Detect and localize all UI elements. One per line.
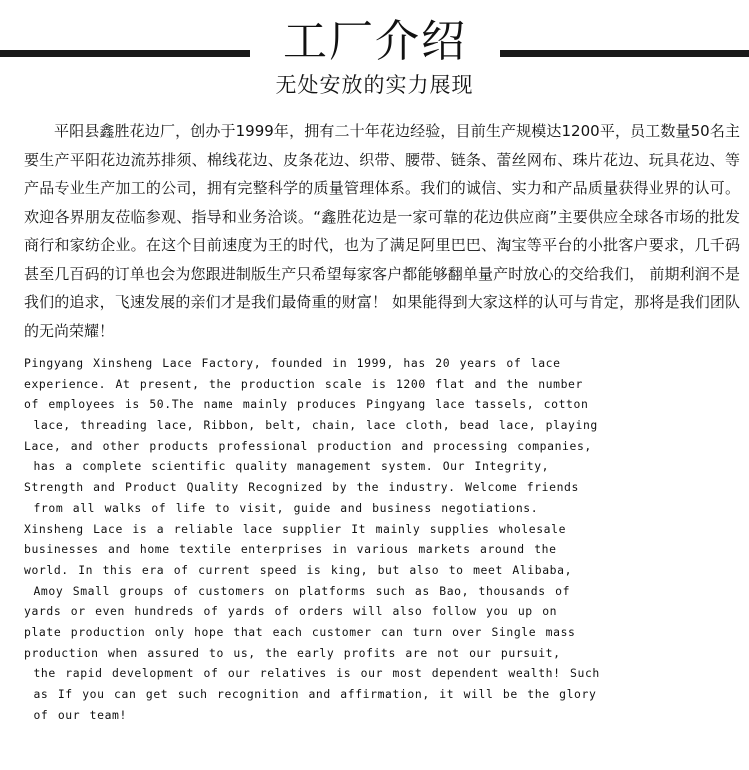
english-text-line: as If you can get such recognition and affirmation, it will be the glory	[24, 687, 597, 701]
english-text-line: businesses and home textile enterprises in various markets around the	[24, 542, 557, 557]
english-text-line: Pingyang Xinsheng Lace Factory, founded in 1999, has 20 years of lace	[24, 356, 561, 370]
title-rule-right	[500, 50, 749, 57]
english-text-line: plate production only hope that each customer can turn over Single mass	[24, 624, 576, 639]
english-text-line: Xinsheng Lace is a reliable lace supplier It mainly supplies wholesale	[24, 521, 567, 536]
title-row	[0, 14, 749, 70]
english-text-line: of employees is 50.The name mainly produces Pingyang lace tassels, cotton	[24, 397, 589, 412]
english-text-line: of our team!	[24, 707, 127, 722]
page-subtitle: 无处安放的实力展现	[275, 73, 474, 97]
english-text-line: experience. At present, the production scale is 1200 flat and the number	[24, 376, 583, 391]
english-text-line: the rapid development of our relatives is our most dependent wealth! Such	[24, 666, 600, 681]
page-title: 工厂介绍	[283, 16, 467, 67]
english-text-line: world. In this era of current speed is king, but also to meet Alibaba,	[24, 562, 573, 577]
english-text-line: Amoy Small groups of customers on platforms such as Bao, thousands of	[24, 583, 571, 598]
english-text-line: has a complete scientific quality management system. Our Integrity,	[24, 459, 550, 474]
english-text-line: Strength and Product Quality Recognized by the industry. Welcome friends	[24, 480, 579, 495]
english-text-line: lace, threading lace, Ribbon, belt, chain, lace cloth, bead lace, playing	[24, 418, 598, 433]
english-text-line: Lace, and other products professional production and processing companies,	[24, 438, 592, 453]
intro-paragraph-english	[24, 353, 744, 725]
english-text-line: from all walks of life to visit, guide and business negotiations.	[24, 500, 539, 515]
english-text-line: production when assured to us, the early profits are not our pursuit,	[24, 645, 561, 660]
english-text-line: yards or even hundreds of yards of orders will also follow you up on	[24, 604, 558, 619]
title-rule-left	[0, 50, 250, 57]
intro-paragraph-chinese: 平阳县鑫胜花边厂，创办于1999年，拥有二十年花边经验，目前生产规模达1200平，员工数量50名主要生产平阳花边流苏排须、棉线花边、皮条花边、织带、腰带、链条、蕾丝网布、珠片花边、玩具花边、等产品专业生产加工的公司，拥有完整科学的质量管理体系。我们的诚信、实力和产品质量获得业界的认可。欢迎各界朋友莅临参观、指导和业务洽谈。“鑫胜花边是一家可靠的花边供应商”主要供应全球各市场的批发商行和家纺企业。在这个目前速度为王的时代，也为了满足阿里巴巴、淘宝等平台的小批客户要求，几千码甚至几百码的订单也会为您跟进制版生产只希望每家客户都能够翻单量产时放心的交给我们， 前期利润不是我们的追求，飞速发展的亲们才是我们最倚重的财富！ 如果能得到大家这样的认可与肯定，那将是我们团队的无尚荣耀！	[24, 122, 741, 340]
